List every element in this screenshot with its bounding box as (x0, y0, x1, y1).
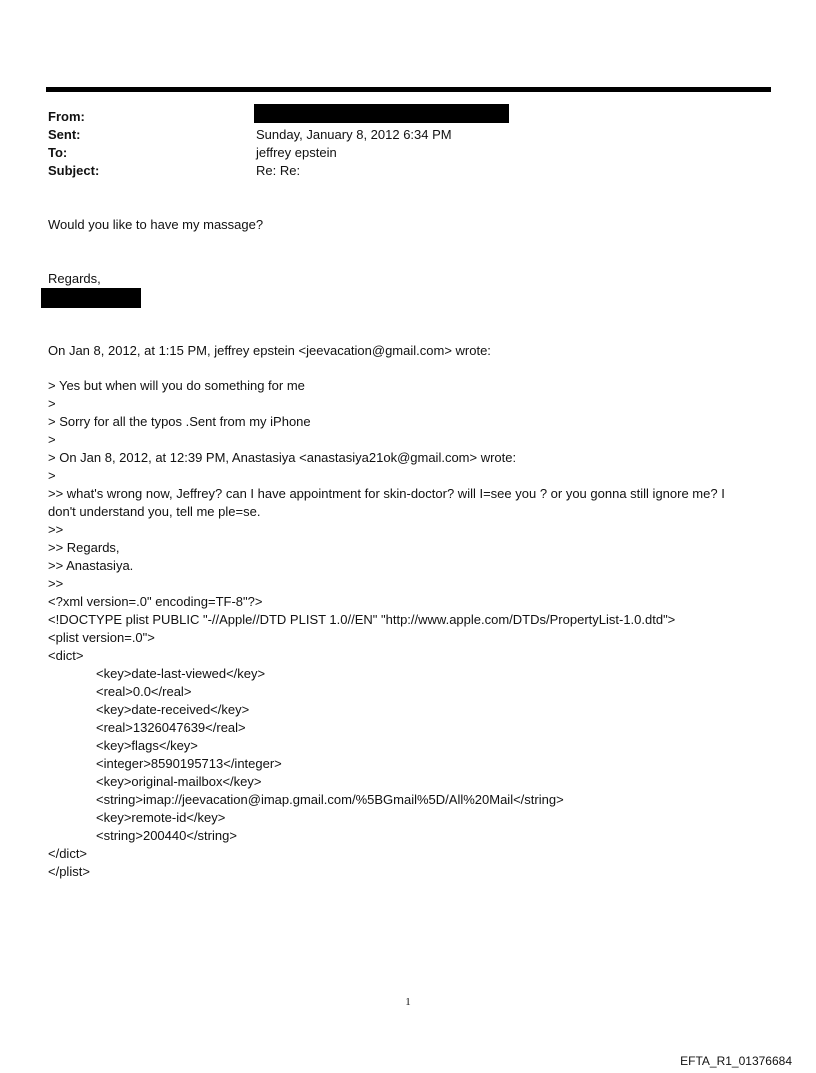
body-line: >> what's wrong now, Jeffrey? can I have appointment for skin-doctor? will I=see you ? or you gonna still ignore me? I (48, 486, 725, 501)
body-line: <dict> (48, 648, 84, 663)
body-line: don't understand you, tell me ple=se. (48, 504, 261, 519)
body-line: <real>1326047639</real> (96, 720, 246, 735)
sent-value: Sunday, January 8, 2012 6:34 PM (256, 127, 452, 142)
body-line: On Jan 8, 2012, at 1:15 PM, jeffrey epstein <jeevacation@gmail.com> wrote: (48, 343, 491, 358)
page-number: 1 (405, 996, 411, 1008)
body-line: </plist> (48, 864, 90, 879)
body-line: > Yes but when will you do something for me (48, 378, 305, 393)
body-line: <string>200440</string> (96, 828, 237, 843)
body-line: <!DOCTYPE plist PUBLIC "-//Apple//DTD PLIST 1.0//EN" "http://www.apple.com/DTDs/PropertyList-1.0.dtd"> (48, 612, 676, 627)
subject-label: Subject: (48, 163, 100, 178)
body-line: <key>original-mailbox</key> (96, 774, 262, 789)
body-line: >> Regards, (48, 540, 120, 555)
body-line: <plist version=.0"> (48, 630, 155, 645)
body-line: <?xml version=.0" encoding=TF-8"?> (48, 594, 263, 609)
bates-number: EFTA_R1_01376684 (680, 1054, 792, 1068)
signature-redaction (41, 288, 141, 308)
body-line: <real>0.0</real> (96, 684, 192, 699)
body-line: <key>remote-id</key> (96, 810, 226, 825)
body-line: > (48, 396, 56, 411)
body-line: <key>date-received</key> (96, 702, 250, 717)
body-line: >> (48, 522, 64, 537)
body-line: > On Jan 8, 2012, at 12:39 PM, Anastasiya <anastasiya21ok@gmail.com> wrote: (48, 450, 517, 465)
sent-label: Sent: (48, 127, 81, 142)
header-divider (46, 87, 771, 92)
from-redaction (254, 104, 509, 123)
body-line: <key>flags</key> (96, 738, 198, 753)
to-label: To: (48, 145, 68, 160)
body-line: > (48, 468, 56, 483)
body-line: </dict> (48, 846, 88, 861)
body-line: Would you like to have my massage? (48, 217, 264, 232)
body-line: <string>imap://jeevacation@imap.gmail.com/%5BGmail%5D/All%20Mail</string> (96, 792, 564, 807)
body-line: > (48, 432, 56, 447)
body-line: <integer>8590195713</integer> (96, 756, 282, 771)
body-line: >> Anastasiya. (48, 558, 134, 573)
subject-value: Re: Re: (256, 163, 301, 178)
body-line: Regards, (48, 271, 101, 286)
body-line: <key>date-last-viewed</key> (96, 666, 266, 681)
body-line: > Sorry for all the typos .Sent from my iPhone (48, 414, 311, 429)
to-value: jeffrey epstein (256, 145, 337, 160)
from-label: From: (48, 109, 85, 124)
body-line: >> (48, 576, 64, 591)
